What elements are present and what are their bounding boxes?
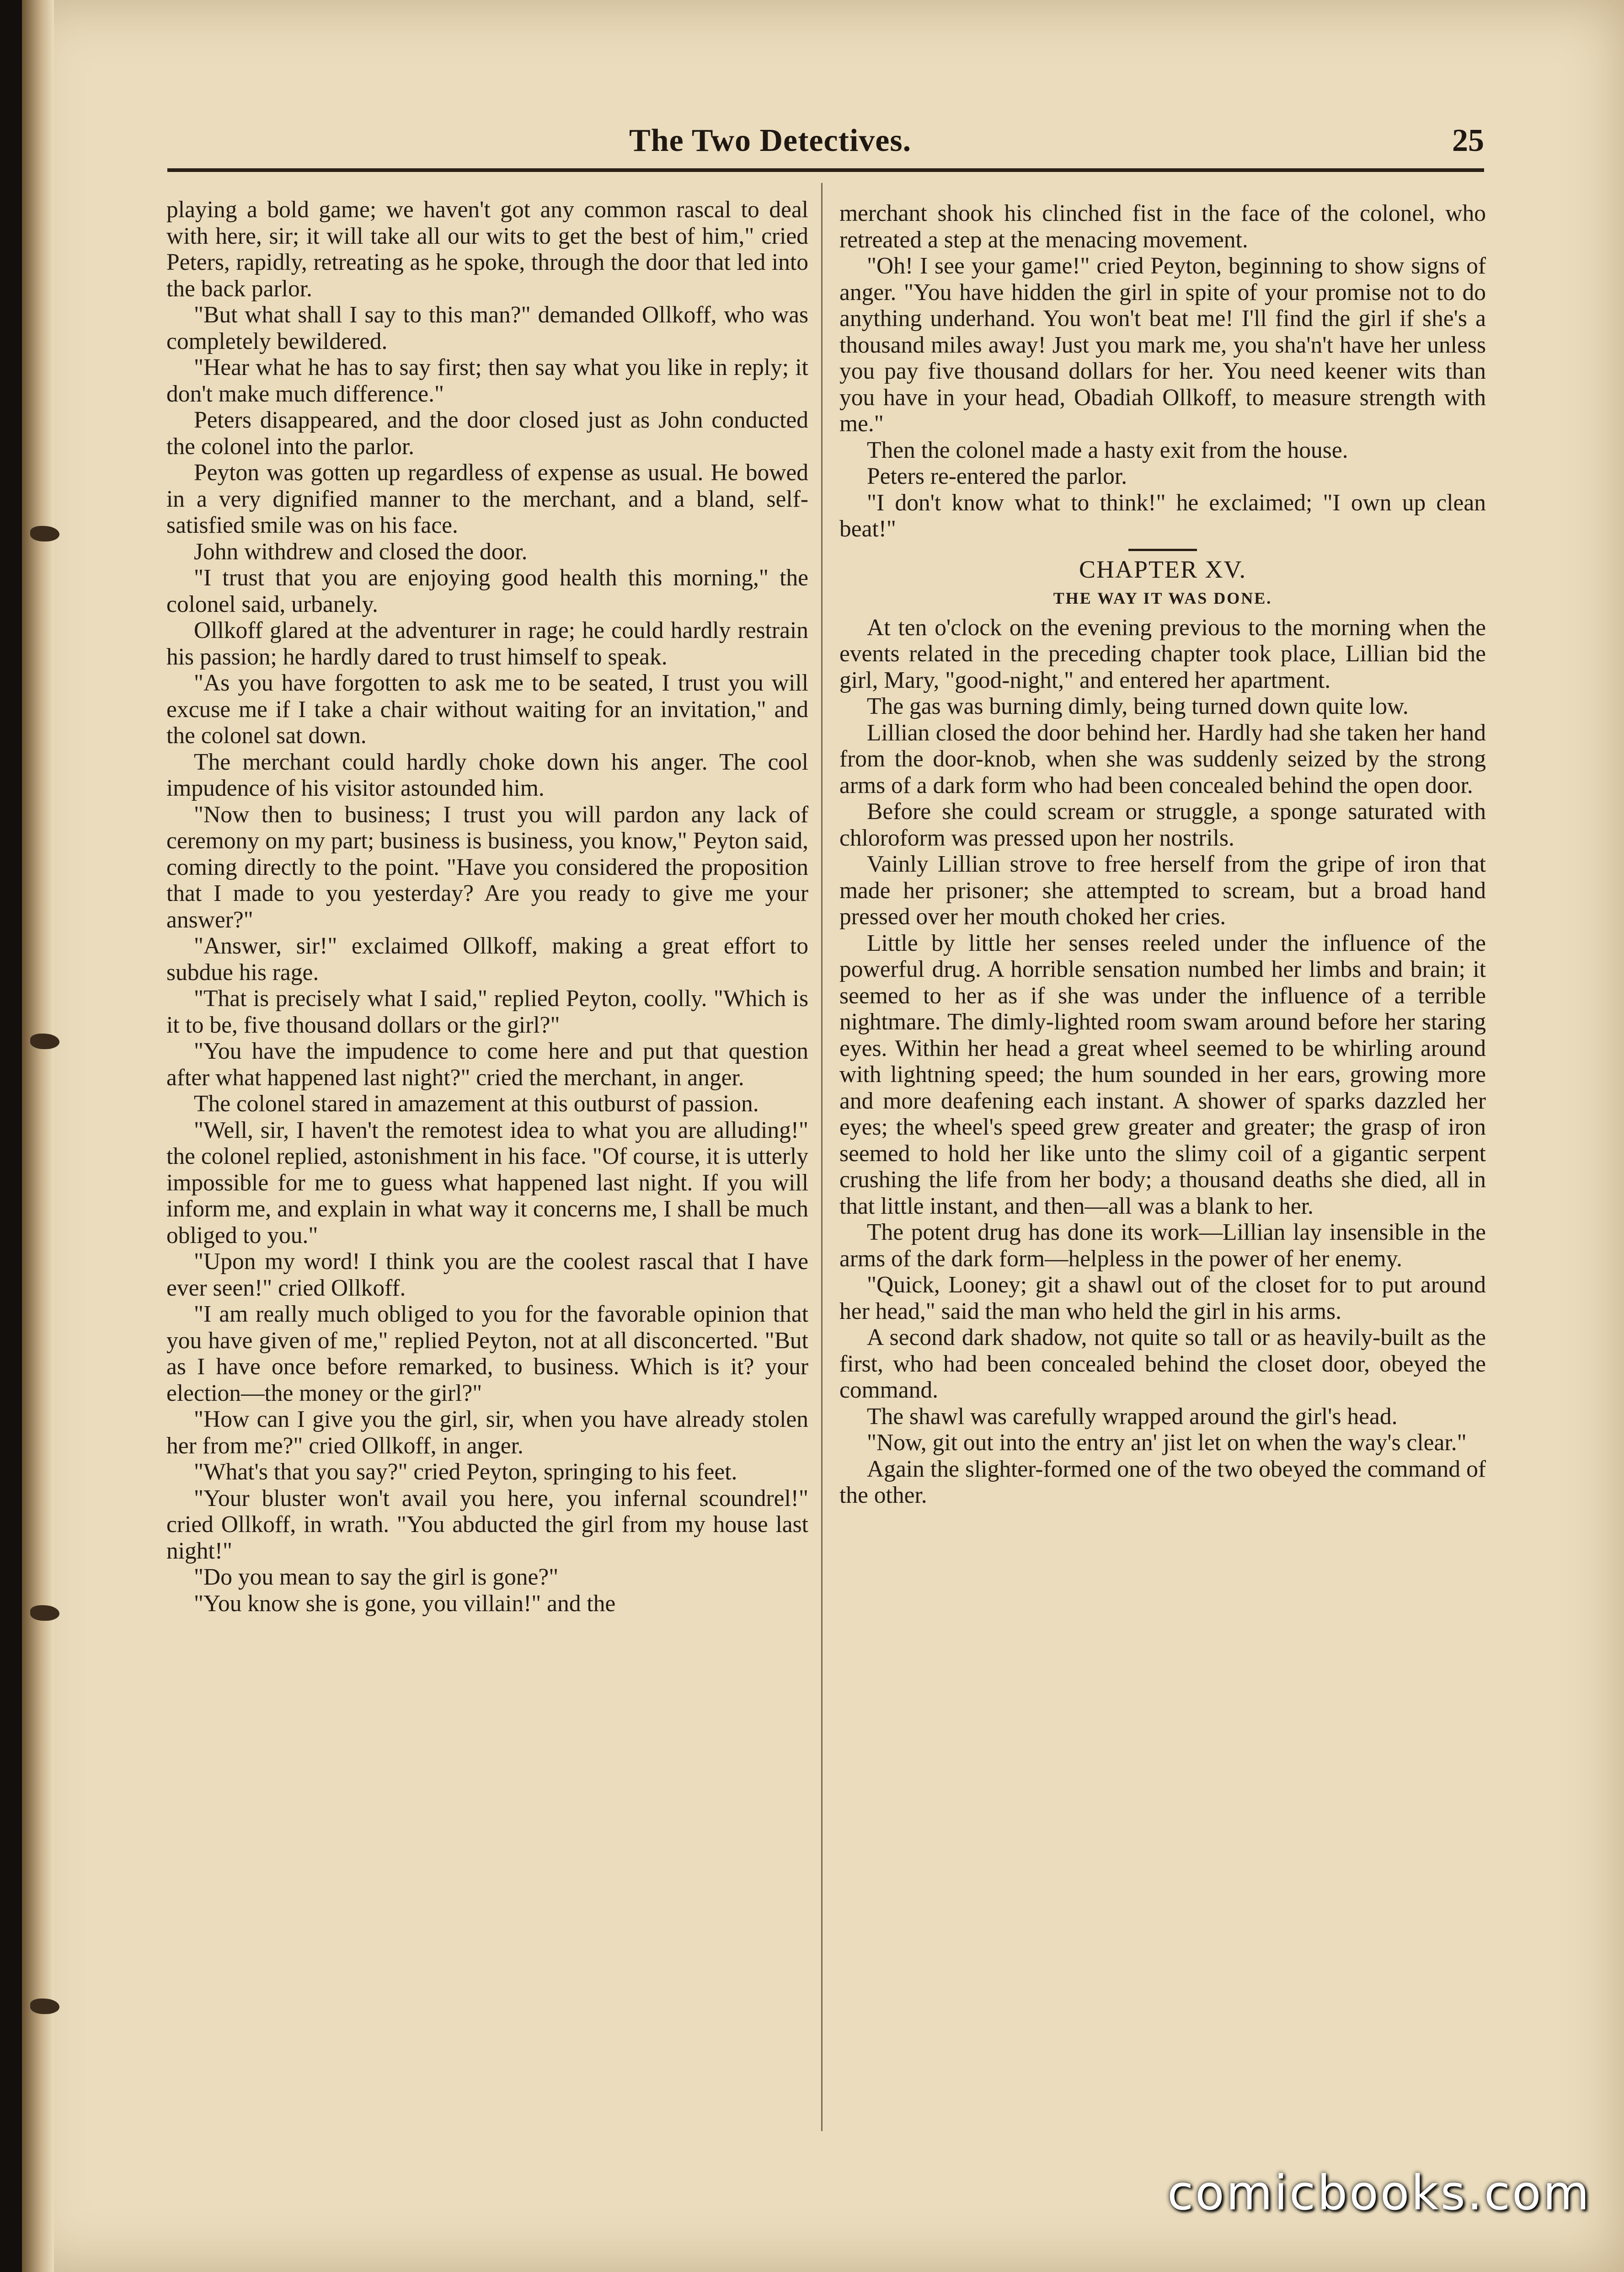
paragraph: At ten o'clock on the evening previous to the morning when the events related in the preceding chapter took place, Lillian bid the girl, Mary, "good-night," and entered her apartment. xyxy=(839,614,1486,693)
paragraph: The colonel stared in amazement at this outburst of passion. xyxy=(194,1091,759,1117)
binding-stitch xyxy=(30,1605,59,1621)
paragraph: Vainly Lillian strove to free herself from the gripe of iron that made her prisoner; she attempted to scream, but a broad hand pressed over her mouth choked her cries. xyxy=(839,851,1486,930)
paragraph: "What's that you say?" cried Peyton, springing to his feet. xyxy=(194,1459,737,1485)
watermark-logo: comicbooks.com xyxy=(1167,2165,1591,2221)
paragraph: Little by little her senses reeled under the influence of the powerful drug. A horrible sensation numbed her limbs and brain; it seemed to her as if she was under the influence of a terrible nightmare. The dimly-lighted room swam around before her staring eyes. Within her head a great wheel seemed to be whirling around with lightning speed; the hum sounded in her ears, growing more and more deafening each instant. A shower of sparks dazzled her eyes; the wheel's speed grew greater and greater; the grasp of iron seemed to hold her like unto the slimy coil of a gigantic serpent crushing the life from her body; a thousand deaths she died, all in that little instant, and then—all was a blank to her. xyxy=(839,930,1486,1219)
paragraph: "Oh! I see your game!" cried Peyton, beginning to show signs of anger. "You have hidden the girl in spite of your promise not to do anything underhand. You won't beat me! I'll find the girl if she's a thousand miles away! Just you mark me, you sha'n't have her unless you pay five thousand dollars for her. You need keener wits than you have in your head, Obadiah Ollkoff, to measure strength with me." xyxy=(839,253,1486,437)
right-column-after-chapter xyxy=(839,615,1486,1509)
paragraph: playing a bold game; we haven't got any common rascal to deal with here, sir; it will take all our wits to get the best of him," cried Peters, rapidly, retreating as he spoke, through the door that led into the back parlor. xyxy=(166,197,808,302)
paragraph: "Now then to business; I trust you will pardon any lack of ceremony on my part; business is business, you know," Peyton said, coming directly to the point. "Have you considered the proposition that I made to you yesterday? Are you ready to give me your answer?" xyxy=(166,801,808,933)
paragraph: "Upon my word! I think you are the coolest rascal that I have ever seen!" cried Ollkoff. xyxy=(166,1249,808,1301)
binding-stitch xyxy=(30,1999,59,2014)
paragraph: The gas was burning dimly, being turned down quite low. xyxy=(867,693,1409,719)
paragraph: Peters re-entered the parlor. xyxy=(867,463,1127,489)
paragraph: Then the colonel made a hasty exit from the house. xyxy=(867,437,1348,463)
paragraph: "How can I give you the girl, sir, when you have already stolen her from me?" cried Ollkoff, in anger. xyxy=(166,1406,808,1459)
right-column-before-chapter xyxy=(839,200,1486,542)
paragraph: "I am really much obliged to you for the favorable opinion that you have given of me," replied Peyton, not at all disconcerted. "But as I have once before remarked, to business. Which is it? your election—the money or the girl?" xyxy=(166,1301,808,1406)
paragraph: merchant shook his clinched fist in the face of the colonel, who retreated a step at the menacing movement. xyxy=(839,200,1486,253)
paragraph: Before she could scream or struggle, a sponge saturated with chloroform was pressed upon her nostrils. xyxy=(839,798,1486,851)
page-spine xyxy=(22,0,54,2272)
paragraph: The merchant could hardly choke down his anger. The cool impudence of his visitor astounded him. xyxy=(166,749,808,801)
paragraph: "I trust that you are enjoying good health this morning," the colonel said, urbanely. xyxy=(166,565,808,617)
paragraph: The potent drug has done its work—Lillian lay insensible in the arms of the dark form—helpless in the power of her enemy. xyxy=(839,1219,1486,1272)
book-page xyxy=(22,0,1624,2272)
right-column xyxy=(839,200,1486,1509)
left-column xyxy=(166,197,808,1617)
paragraph: "Well, sir, I haven't the remotest idea to what you are alluding!" the colonel replied, astonishment in his face. "Of course, it is utterly impossible for me to guess what happened last night. If you will inform me, and explain in what way it concerns me, I shall be much obliged to you." xyxy=(166,1117,808,1249)
chapter-subtitle: THE WAY IT WAS DONE. xyxy=(1053,589,1272,607)
paragraph: "That is precisely what I said," replied Peyton, coolly. "Which is it to be, five thousand dollars or the girl?" xyxy=(166,986,808,1038)
paragraph: Again the slighter-formed one of the two obeyed the command of the other. xyxy=(839,1456,1486,1508)
paragraph: "Your bluster won't avail you here, you infernal scoundrel!" cried Ollkoff, in wrath. "You abducted the girl from my house last night!" xyxy=(166,1485,808,1564)
chapter-title: CHAPTER XV. xyxy=(1079,555,1247,583)
page-header xyxy=(167,123,1484,172)
paragraph: Lillian closed the door behind her. Hardly had she taken her hand from the door-knob, when she was suddenly seized by the strong arms of a dark form who had been concealed behind the open door. xyxy=(839,719,1486,798)
paragraph: "Do you mean to say the girl is gone?" xyxy=(194,1564,559,1590)
paragraph: "Now, git out into the entry an' jist let on when the way's clear." xyxy=(867,1430,1467,1456)
running-title: The Two Detectives. xyxy=(629,123,912,158)
paragraph: "You know she is gone, you villain!" and the xyxy=(194,1590,616,1617)
paragraph: John withdrew and closed the door. xyxy=(194,538,528,565)
paragraph: "I don't know what to think!" he exclaimed; "I own up clean beat!" xyxy=(839,489,1486,542)
paragraph: Peters disappeared, and the door closed just as John conducted the colonel into the parlor. xyxy=(166,407,808,460)
paragraph: "You have the impudence to come here and put that question after what happened last night?" cried the merchant, in anger. xyxy=(166,1038,808,1091)
chapter-rule xyxy=(1128,549,1197,551)
paragraph: "But what shall I say to this man?" demanded Ollkoff, who was completely bewildered. xyxy=(166,302,808,354)
paragraph: "Answer, sir!" exclaimed Ollkoff, making a great effort to subdue his rage. xyxy=(166,933,808,986)
page-number: 25 xyxy=(1452,123,1484,158)
column-divider xyxy=(821,183,823,2131)
binding-stitch xyxy=(30,526,59,541)
paragraph: Ollkoff glared at the adventurer in rage; he could hardly restrain his passion; he hardly dared to trust himself to speak. xyxy=(166,617,808,670)
paragraph: A second dark shadow, not quite so tall or as heavily-built as the first, who had been concealed behind the closet door, obeyed the command. xyxy=(839,1324,1486,1403)
paragraph: Peyton was gotten up regardless of expense as usual. He bowed in a very dignified manner to the merchant, and a bland, self-satisfied smile was on his face. xyxy=(166,460,808,538)
binding-stitch xyxy=(30,1034,59,1049)
paragraph: The shawl was carefully wrapped around the girl's head. xyxy=(867,1403,1398,1430)
paragraph: "As you have forgotten to ask me to be seated, I trust you will excuse me if I take a chair without waiting for an invitation," and the colonel sat down. xyxy=(166,670,808,749)
paragraph: "Hear what he has to say first; then say what you like in reply; it don't make much difference." xyxy=(166,354,808,407)
paragraph: "Quick, Looney; git a shawl out of the closet for to put around her head," said the man who held the girl in his arms. xyxy=(839,1272,1486,1324)
